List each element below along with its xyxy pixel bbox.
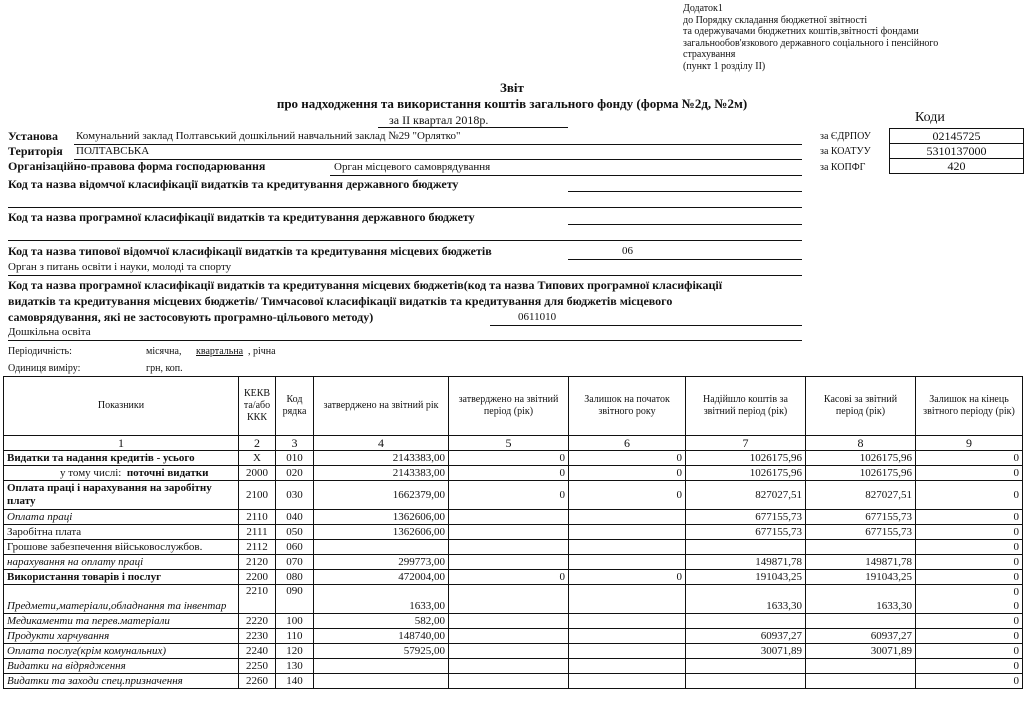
- row-code: 060: [276, 540, 314, 555]
- row-code: 010: [276, 451, 314, 466]
- cell-cash-expenses: 60937,27: [806, 629, 916, 644]
- cell-received: 60937,27: [686, 629, 806, 644]
- row-code: 130: [276, 659, 314, 674]
- local-prog-class-line3: самоврядування, які не застосовують програмно-цільового методу): [8, 310, 374, 324]
- column-number: 9: [916, 436, 1023, 451]
- row-name: Оплата праці: [4, 510, 239, 525]
- cell-received: 1633,30: [686, 585, 806, 614]
- column-number: 7: [686, 436, 806, 451]
- cell-approved-year: [314, 674, 449, 689]
- row-kekv: 2111: [239, 525, 276, 540]
- cell-balance-end: 0: [916, 451, 1023, 466]
- periodicity-quarterly: квартальна: [196, 346, 244, 357]
- cell-balance-end-value: 0: [1013, 586, 1019, 598]
- cell-received: 677155,73: [686, 525, 806, 540]
- row-code: 140: [276, 674, 314, 689]
- institution-value: Комунальний заклад Полтавський дошкільний навчальний заклад №29 "Орлятко": [76, 130, 461, 142]
- annex-line: (пункт 1 розділу ІІ): [683, 60, 766, 72]
- row-name: Заробітна плата: [4, 525, 239, 540]
- header-cell: Показники: [4, 377, 239, 436]
- table-row: [4, 555, 1023, 570]
- local-dept-class-name: Орган з питань освіти і науки, молоді та спорту: [8, 261, 232, 273]
- cell-balance-end: 0: [916, 466, 1023, 481]
- row-name: [4, 466, 239, 481]
- row-code: 110: [276, 629, 314, 644]
- cell-approved-period: [449, 510, 569, 525]
- report-table: [3, 376, 1023, 689]
- cell-approved-year: 299773,00: [314, 555, 449, 570]
- state-dept-class-label: Код та назва відомчої класифікації видатків та кредитування державного бюджету: [8, 177, 459, 191]
- report-subtitle: про надходження та використання коштів загального фонду (форма №2д, №2м): [276, 96, 748, 111]
- cell-balance-start: [569, 525, 686, 540]
- cell-approved-year: 1362606,00: [314, 525, 449, 540]
- row-code: 120: [276, 644, 314, 659]
- cell-approved-period: [449, 614, 569, 629]
- column-number: 3: [276, 436, 314, 451]
- local-dept-class-name-line: [8, 275, 802, 276]
- org-form-underline: [330, 175, 802, 176]
- territory-value: ПОЛТАВСЬКА: [76, 145, 150, 157]
- cell-approved-period: [449, 659, 569, 674]
- row-kekv: 2210: [239, 585, 276, 614]
- cell-cash-expenses: [806, 674, 916, 689]
- report-period: за II квартал 2018р.: [389, 113, 489, 127]
- cell-balance-end: 0: [916, 540, 1023, 555]
- cell-balance-end: 0: [916, 555, 1023, 570]
- header-cell: Залишок на початок звітного року: [569, 377, 686, 436]
- local-prog-class-code-underline: [490, 325, 802, 326]
- cell-cash-expenses: 1026175,96: [806, 466, 916, 481]
- cell-received: [686, 614, 806, 629]
- cell-balance-start: [569, 659, 686, 674]
- cell-cash-expenses: 677155,73: [806, 525, 916, 540]
- periodicity-monthly: місячна,: [146, 346, 182, 357]
- state-prog-class-underline: [568, 224, 802, 225]
- annex-line: загальнообов'язкового державного соціального і пенсійного: [683, 37, 939, 49]
- territory-label: Територія: [8, 144, 63, 158]
- cell-approved-period: 0: [449, 570, 569, 585]
- row-kekv: 2100: [239, 481, 276, 510]
- header-cell: Код рядка: [276, 377, 314, 436]
- column-number: 1: [4, 436, 239, 451]
- cell-approved-period: [449, 540, 569, 555]
- edrpou-code: 02145725: [889, 128, 1024, 144]
- cell-balance-start: [569, 555, 686, 570]
- cell-balance-start: 0: [569, 570, 686, 585]
- cell-received: 149871,78: [686, 555, 806, 570]
- cell-cash-expenses: [806, 540, 916, 555]
- cell-balance-end: 0: [916, 614, 1023, 629]
- column-number-row: [4, 436, 1023, 451]
- table-row: [4, 674, 1023, 689]
- cell-balance-start: [569, 540, 686, 555]
- row-kekv: 2260: [239, 674, 276, 689]
- cell-approved-period: 0: [449, 466, 569, 481]
- cell-received: [686, 540, 806, 555]
- cell-balance-end: 0: [916, 674, 1023, 689]
- annex-line: Додаток1: [683, 3, 723, 14]
- table-row: [4, 525, 1023, 540]
- column-number: 8: [806, 436, 916, 451]
- row-kekv: 2112: [239, 540, 276, 555]
- row-kekv: 2230: [239, 629, 276, 644]
- cell-balance-start: [569, 614, 686, 629]
- local-dept-class-label: Код та назва типової відомчої класифікації видатків та кредитування місцевих бюджетів: [8, 244, 492, 258]
- cell-approved-period: [449, 644, 569, 659]
- row-name: Оплата послуг(крім комунальних): [4, 644, 239, 659]
- cell-balance-start: 0: [569, 481, 686, 510]
- row-kekv: 2240: [239, 644, 276, 659]
- koatuu-code: 5310137000: [889, 143, 1024, 159]
- edrpou-label: за ЄДРПОУ: [820, 131, 871, 142]
- period-underline: [378, 127, 568, 128]
- table-row: [4, 481, 1023, 510]
- unit-value: грн, коп.: [146, 363, 183, 374]
- unit-label: Одиниця виміру:: [8, 363, 81, 374]
- row-code: 020: [276, 466, 314, 481]
- table-row: [4, 510, 1023, 525]
- column-number: 4: [314, 436, 449, 451]
- table-row: [4, 540, 1023, 555]
- local-prog-class-name: Дошкільна освіта: [8, 326, 91, 338]
- institution-label: Установа: [8, 129, 58, 143]
- table-row: [4, 644, 1023, 659]
- row-kekv: 2200: [239, 570, 276, 585]
- cell-approved-period: [449, 629, 569, 644]
- cell-received: 191043,25: [686, 570, 806, 585]
- cell-balance-end: [916, 585, 1023, 614]
- cell-balance-end: 0: [916, 644, 1023, 659]
- header-cell: затверджено на звітний період (рік): [449, 377, 569, 436]
- cell-cash-expenses: [806, 614, 916, 629]
- local-prog-class-line1: Код та назва програмної класифікації видатків та кредитування місцевих бюджетів(код та назва Типових програмної класифікації: [8, 278, 723, 292]
- cell-approved-period: [449, 525, 569, 540]
- column-number: 5: [449, 436, 569, 451]
- row-kekv: 2000: [239, 466, 276, 481]
- cell-balance-end: 0: [916, 629, 1023, 644]
- cell-balance-end: 0: [916, 570, 1023, 585]
- table-row: [4, 659, 1023, 674]
- row-kekv: 2220: [239, 614, 276, 629]
- cell-cash-expenses: 191043,25: [806, 570, 916, 585]
- cell-cash-expenses: 1633,30: [806, 585, 916, 614]
- row-kekv: 2250: [239, 659, 276, 674]
- codes-header: Коди: [915, 110, 945, 125]
- cell-balance-end: 0: [916, 510, 1023, 525]
- row-name-prefix: у тому числі:: [60, 466, 122, 479]
- annex-line: до Порядку складання бюджетної звітності: [683, 14, 868, 26]
- row-kekv: X: [239, 451, 276, 466]
- cell-approved-year: 57925,00: [314, 644, 449, 659]
- cell-approved-period: [449, 674, 569, 689]
- local-prog-class-line2: видатків та кредитування місцевих бюджетів/ Тимчасової класифікації видатків та кредитування для бюджетів місцевого: [8, 294, 673, 308]
- local-dept-class-code: 06: [622, 245, 633, 257]
- kopfg-code: 420: [889, 158, 1024, 174]
- column-number: 6: [569, 436, 686, 451]
- cell-cash-expenses: 677155,73: [806, 510, 916, 525]
- cell-balance-start: [569, 510, 686, 525]
- cell-received: 827027,51: [686, 481, 806, 510]
- header-cell: Залишок на кінець звітного періоду (рік): [916, 377, 1023, 436]
- row-kekv: 2120: [239, 555, 276, 570]
- table-row: [4, 629, 1023, 644]
- header-cell: Касові за звітний період (рік): [806, 377, 916, 436]
- kopfg-label: за КОПФГ: [820, 162, 866, 173]
- cell-approved-year: 1362606,00: [314, 510, 449, 525]
- cell-cash-expenses: [806, 659, 916, 674]
- cell-approved-year: 1662379,00: [314, 481, 449, 510]
- cell-received: 677155,73: [686, 510, 806, 525]
- cell-balance-start: 0: [569, 451, 686, 466]
- annex-line: та одержувачами бюджетних коштів,звітності фондами: [683, 26, 919, 38]
- state-prog-class-label: Код та назва програмної класифікації видатків та кредитування державного бюджету: [8, 210, 475, 224]
- annex-note: [683, 3, 983, 73]
- row-name: Видатки та заходи спец.призначення: [4, 674, 239, 689]
- row-name: нарахування на оплату праці: [4, 555, 239, 570]
- cell-approved-year: 1633,00: [314, 585, 449, 614]
- header-cell: КЕКВ та/або ККК: [239, 377, 276, 436]
- cell-approved-year: 148740,00: [314, 629, 449, 644]
- local-prog-class-code: 0611010: [518, 311, 557, 323]
- header-cell: Надійшло коштів за звітний період (рік): [686, 377, 806, 436]
- row-code: 100: [276, 614, 314, 629]
- row-kekv: 2110: [239, 510, 276, 525]
- header-cell: затверджено на звітний рік: [314, 377, 449, 436]
- cell-approved-year: 582,00: [314, 614, 449, 629]
- table-row: [4, 585, 1023, 614]
- cell-approved-period: 0: [449, 481, 569, 510]
- row-name: Використання товарів і послуг: [4, 570, 239, 585]
- annex-line: страхування: [683, 49, 736, 61]
- row-name-main: поточні видатки: [126, 466, 209, 479]
- cell-balance-end-value: 0: [1013, 600, 1019, 612]
- cell-balance-start: [569, 674, 686, 689]
- cell-cash-expenses: 30071,89: [806, 644, 916, 659]
- org-form-label: Організаційно-правова форма господарювання: [8, 159, 266, 173]
- cell-approved-year: [314, 540, 449, 555]
- row-code: 040: [276, 510, 314, 525]
- row-code: 050: [276, 525, 314, 540]
- cell-balance-end: 0: [916, 659, 1023, 674]
- state-dept-class-underline: [568, 191, 802, 192]
- row-name: Предмети,матеріали,обладнання та інвентар: [4, 585, 239, 614]
- row-code: 030: [276, 481, 314, 510]
- column-number: 2: [239, 436, 276, 451]
- cell-balance-start: [569, 629, 686, 644]
- cell-approved-year: 2143383,00: [314, 451, 449, 466]
- row-name: Грошове забезпечення військовослужбов.: [4, 540, 239, 555]
- periodicity-label: Періодичність:: [8, 346, 72, 357]
- local-prog-class-name-line: [8, 340, 802, 341]
- cell-received: [686, 659, 806, 674]
- org-form-value: Орган місцевого самоврядування: [334, 161, 491, 173]
- row-code: 080: [276, 570, 314, 585]
- institution-underline: [74, 144, 802, 145]
- row-name: Видатки та надання кредитів - усього: [4, 451, 239, 466]
- cell-balance-start: 0: [569, 466, 686, 481]
- cell-approved-year: [314, 659, 449, 674]
- row-code: 090: [276, 585, 314, 614]
- row-name: Видатки на відрядження: [4, 659, 239, 674]
- periodicity-yearly: , річна: [248, 346, 276, 357]
- state-dept-class-name-line: [8, 207, 802, 208]
- cell-balance-start: [569, 644, 686, 659]
- cell-approved-period: 0: [449, 451, 569, 466]
- report-title: Звіт: [500, 80, 524, 95]
- state-prog-class-name-line: [8, 240, 802, 241]
- cell-balance-end: 0: [916, 481, 1023, 510]
- cell-approved-period: [449, 555, 569, 570]
- table-row: [4, 570, 1023, 585]
- row-name: Оплата праці і нарахування на заробітну плату: [4, 481, 239, 510]
- row-name: Продукти харчування: [4, 629, 239, 644]
- table-header-row: [4, 377, 1023, 436]
- cell-approved-year: 2143383,00: [314, 466, 449, 481]
- table-row: [4, 614, 1023, 629]
- cell-received: 1026175,96: [686, 466, 806, 481]
- cell-approved-year: 472004,00: [314, 570, 449, 585]
- cell-received: [686, 674, 806, 689]
- cell-received: 30071,89: [686, 644, 806, 659]
- row-name: Медикаменти та перев.матеріали: [4, 614, 239, 629]
- table-row: [4, 466, 1023, 481]
- table-row: [4, 451, 1023, 466]
- cell-cash-expenses: 149871,78: [806, 555, 916, 570]
- cell-balance-start: [569, 585, 686, 614]
- local-dept-class-code-underline: [568, 259, 802, 260]
- cell-cash-expenses: 1026175,96: [806, 451, 916, 466]
- cell-cash-expenses: 827027,51: [806, 481, 916, 510]
- row-code: 070: [276, 555, 314, 570]
- koatuu-label: за КОАТУУ: [820, 146, 871, 157]
- cell-approved-period: [449, 585, 569, 614]
- cell-balance-end: 0: [916, 525, 1023, 540]
- cell-received: 1026175,96: [686, 451, 806, 466]
